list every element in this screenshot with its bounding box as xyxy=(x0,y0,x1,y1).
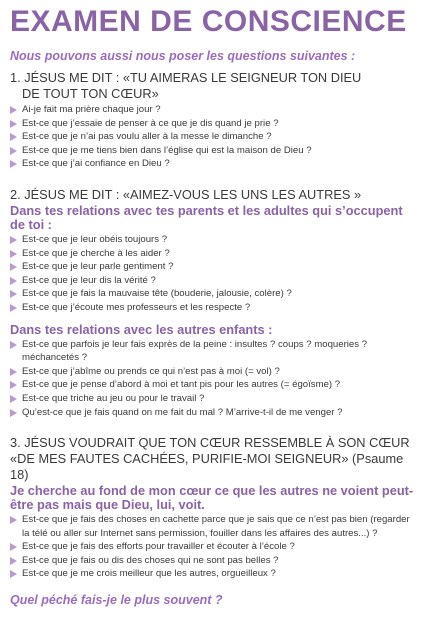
list-item: Est-ce que triche au jeu ou pour le travail ? xyxy=(10,392,416,406)
triangle-bullet-icon xyxy=(10,341,17,349)
triangle-bullet-icon xyxy=(10,263,17,271)
section-2-questions-parents xyxy=(10,233,416,315)
triangle-bullet-icon xyxy=(10,395,17,403)
intro-text: Nous pouvons aussi nous poser les questions suivantes : xyxy=(10,49,356,63)
section-3-questions xyxy=(10,513,416,581)
section-2-questions-children xyxy=(10,338,416,420)
section-3-heading-line2: «DE MES FAUTES CACHÉES, PURIFIE-MOI SEIGNEUR» (Psaume 18) xyxy=(10,451,404,483)
section-1-heading xyxy=(10,70,416,102)
page-title: EXAMEN DE CONSCIENCE xyxy=(10,5,407,38)
closing-question: Quel péché fais-je le plus souvent ? xyxy=(10,593,223,608)
triangle-bullet-icon xyxy=(10,381,17,389)
triangle-bullet-icon xyxy=(10,133,17,141)
section-2-subheading-parents: Dans tes relations avec tes parents et les adultes qui s’occupent de toi : xyxy=(10,202,403,232)
triangle-bullet-icon xyxy=(10,160,17,168)
triangle-bullet-icon xyxy=(10,516,17,524)
triangle-bullet-icon xyxy=(10,557,17,565)
triangle-bullet-icon xyxy=(10,236,17,244)
section-3-subheading: Je cherche au fond de mon cœur ce que les autres ne voient peut-être pas mais que Dieu, lui, voit. xyxy=(10,483,414,513)
section-3-heading-line1: 3. JÉSUS VOUDRAIT QUE TON CŒUR RESSEMBLE À SON CŒUR xyxy=(10,435,410,451)
list-item: Est-ce que j’ai confiance en Dieu ? xyxy=(10,157,416,171)
list-item: Est-ce que je leur parle gentiment ? xyxy=(10,260,416,274)
triangle-bullet-icon xyxy=(10,250,17,258)
list-item: Est-ce que j’écoute mes professeurs et les respecte ? xyxy=(10,301,416,315)
list-item: Est-ce que je pense d’abord à moi et tant pis pour les autres (= égoïsme) ? xyxy=(10,378,416,392)
triangle-bullet-icon xyxy=(10,543,17,551)
triangle-bullet-icon xyxy=(10,120,17,128)
triangle-bullet-icon xyxy=(10,304,17,312)
section-1-questions xyxy=(10,103,416,171)
list-item: Qu’est-ce que je fais quand on me fait du mal ? M’arrive-t-il de me venger ? xyxy=(10,406,416,420)
triangle-bullet-icon xyxy=(10,106,17,114)
triangle-bullet-icon xyxy=(10,277,17,285)
triangle-bullet-icon xyxy=(10,147,17,155)
list-item: Est-ce que je fais ou dis des choses qui ne sont pas belles ? xyxy=(10,554,416,568)
triangle-bullet-icon xyxy=(10,409,17,417)
list-item: Ai-je fait ma prière chaque jour ? xyxy=(10,103,416,117)
section-3-heading xyxy=(10,435,416,483)
section-2-heading: 2. JÉSUS ME DIT : «AIMEZ-VOUS LES UNS LES AUTRES » xyxy=(10,186,362,202)
section-1-heading-line2: DE TOUT TON CŒUR» xyxy=(22,86,159,101)
list-item: Est-ce que j’essaie de penser à ce que je dis quand je prie ? xyxy=(10,117,416,131)
list-item: Est-ce que je cherche à les aider ? xyxy=(10,247,416,261)
section-2-subheading-children: Dans tes relations avec les autres enfants : xyxy=(10,321,273,337)
list-item: Est-ce que je fais des efforts pour travailler et écouter à l’école ? xyxy=(10,540,416,554)
list-item: Est-ce que je me tiens bien dans l’église qui est la maison de Dieu ? xyxy=(10,144,416,158)
triangle-bullet-icon xyxy=(10,368,17,376)
list-item: Est-ce que parfois je leur fais exprès de la peine : insultes ? coups ? moqueries ? méchancetés ? xyxy=(10,338,416,365)
section-1-heading-line1: 1. JÉSUS ME DIT : «TU AIMERAS LE SEIGNEUR TON DIEU xyxy=(10,70,362,85)
triangle-bullet-icon xyxy=(10,290,17,298)
list-item: Est-ce que je leur dis la vérité ? xyxy=(10,274,416,288)
list-item: Est-ce que j’abîme ou prends ce qui n’est pas à moi (= vol) ? xyxy=(10,365,416,379)
list-item: Est-ce que je fais la mauvaise tête (bouderie, jalousie, colère) ? xyxy=(10,287,416,301)
page xyxy=(0,4,426,633)
list-item: Est-ce que je me crois meilleur que les autres, orgueilleux ? xyxy=(10,567,416,581)
list-item: Est-ce que je fais des choses en cachette parce que je sais que ce n’est pas bien (regarder la télé ou aller sur Internet sans permission, fouiller dans les affaires des autres...) ? xyxy=(10,513,416,540)
list-item: Est-ce que je leur obéis toujours ? xyxy=(10,233,416,247)
list-item: Est-ce que je n’ai pas voulu aller à la messe le dimanche ? xyxy=(10,130,416,144)
triangle-bullet-icon xyxy=(10,570,17,578)
